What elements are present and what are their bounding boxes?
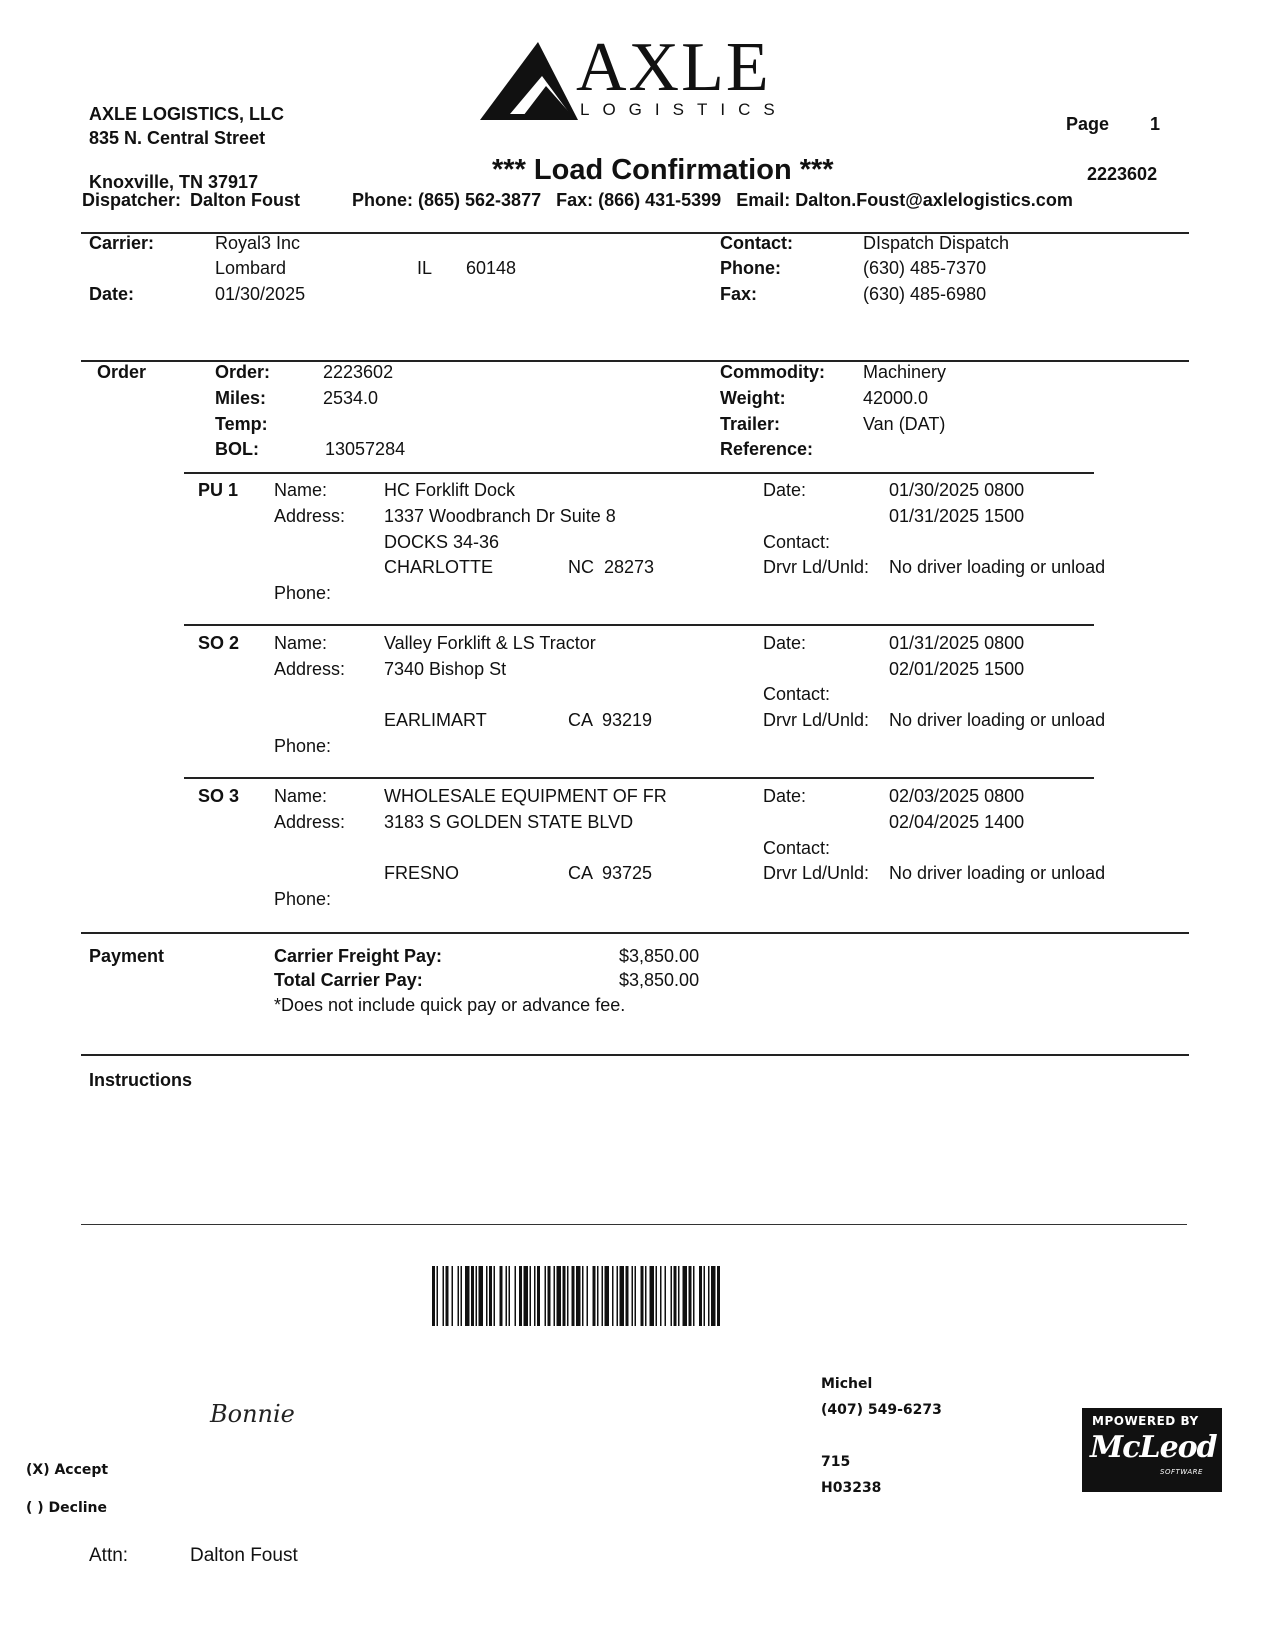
barcode-bar [479,1266,484,1326]
bol-label: BOL: [215,439,259,459]
weight-label: Weight: [720,388,786,408]
axle-logo-sub: LOGISTICS [580,100,788,119]
temp-label: Temp: [215,414,268,434]
order-section-label: Order [97,362,147,382]
stop-state-zip: CA 93725 [568,863,653,883]
commodity-value: Machinery [863,362,947,382]
barcode-bar [572,1266,575,1326]
barcode-bar [557,1266,562,1326]
stop-divider [184,624,1094,626]
stop-date1: 01/30/2025 0800 [889,480,1025,500]
contact-label: Contact: [720,233,793,253]
mcleod-logo [1082,1408,1222,1492]
commodity-label: Commodity: [720,362,825,382]
barcode-bar [486,1266,488,1326]
order-number: 2223602 [323,362,394,382]
signer-phone: (407) 549-6273 [821,1402,942,1418]
carrier-date: 01/30/2025 [215,284,306,304]
barcode-bar [587,1266,589,1326]
barcode-bar [635,1266,637,1326]
stop-name-label: Name: [274,633,328,653]
stop-city: CHARLOTTE [384,557,494,577]
phone-label: Phone: [720,258,781,278]
date-label: Date: [89,284,135,304]
axle-logo-word: AXLE [576,29,771,106]
barcode-graphic [432,1266,864,1326]
stop-city: EARLIMART [384,710,487,730]
barcode-bar [605,1266,610,1326]
barcode-bar [515,1266,517,1326]
stop-date1: 02/03/2025 0800 [889,786,1025,806]
mcleod-sub: SOFTWARE [1160,1468,1203,1476]
stop-drvr-label: Drvr Ld/Unld: [763,557,870,577]
company-name: AXLE LOGISTICS, LLC [89,104,285,124]
barcode-bar [582,1266,584,1326]
freight-pay-value: $3,850.00 [619,946,700,966]
stop-name-label: Name: [274,786,328,806]
barcode-bar [641,1266,644,1326]
barcode-bar [704,1266,706,1326]
carrier-zip: 60148 [466,258,517,278]
stop-name-label: Name: [274,480,328,500]
barcode-bar [506,1266,508,1326]
payment-note: *Does not include quick pay or advance fee. [274,995,626,1015]
page-label: Page [1066,114,1110,134]
stop-address1: 7340 Bishop St [384,659,507,679]
stop-drvr: No driver loading or unload [889,710,1106,730]
dispatcher-label: Dispatcher: [82,190,182,210]
barcode-bar [717,1266,720,1326]
barcode-bar [443,1266,445,1326]
barcode-bar [471,1266,474,1326]
total-pay-value: $3,850.00 [619,970,700,990]
barcode-bar [660,1266,662,1326]
barcode-bar [500,1266,503,1326]
attn-label: Attn: [89,1545,129,1566]
company-street: 835 N. Central Street [89,128,266,148]
barcode-bar [548,1266,551,1326]
stop-date2: 02/01/2025 1500 [889,659,1025,679]
miles-label: Miles: [215,388,267,408]
barcode-bar [602,1266,604,1326]
carrier-name: Royal3 Inc [215,233,301,253]
barcode-bar [711,1266,716,1326]
carrier-fax: (630) 485-6980 [863,284,987,304]
barcode-bar [645,1266,647,1326]
barcode [432,1266,864,1326]
stop-address2: DOCKS 34-36 [384,532,500,552]
mcleod-brand: McLeod [1090,1430,1217,1465]
barcode-bar [567,1266,569,1326]
barcode-bar [620,1266,625,1326]
mcleod-top: MPOWERED BY [1092,1414,1199,1428]
stop-date-label: Date: [763,480,807,500]
stop-tag: SO 2 [198,633,240,653]
stop-address1: 1337 Woodbranch Dr Suite 8 [384,506,616,526]
stop-date-label: Date: [763,633,807,653]
decline-option[interactable]: ( ) Decline [26,1500,108,1516]
stop-address1: 3183 S GOLDEN STATE BLVD [384,812,634,832]
signer-code: H03238 [821,1480,882,1496]
carrier-label: Carrier: [89,233,155,253]
barcode-bar [665,1266,667,1326]
barcode-bar [446,1266,449,1326]
barcode-bar [452,1266,454,1326]
carrier-phone: (630) 485-7370 [863,258,987,278]
barcode-bar [519,1266,522,1326]
bol-value: 13057284 [325,439,406,459]
load-number: 2223602 [1087,164,1158,184]
stop-drvr: No driver loading or unload [889,557,1106,577]
weight-value: 42000.0 [863,388,929,408]
freight-pay-label: Carrier Freight Pay: [274,946,443,966]
barcode-bar [576,1266,581,1326]
carrier-state: IL [417,258,433,278]
stop-address-label: Address: [274,659,346,679]
barcode-bar [545,1266,547,1326]
stop-contact-label: Contact: [763,684,831,704]
instructions-label: Instructions [89,1070,193,1090]
carrier-contact: DIspatch Dispatch [863,233,1010,253]
trailer-label: Trailer: [720,414,781,434]
barcode-bar [537,1266,540,1326]
page-number: 1 [1150,114,1161,134]
stop-divider [184,777,1094,779]
barcode-bar [461,1266,463,1326]
barcode-bar [494,1266,496,1326]
stop-city: FRESNO [384,863,460,883]
barcode-bar [612,1266,614,1326]
stop-phone-label: Phone: [274,889,332,909]
stop-name: HC Forklift Dock [384,480,516,500]
stop-address-label: Address: [274,812,346,832]
barcode-bar [626,1266,629,1326]
barcode-bar [671,1266,673,1326]
stop-phone-label: Phone: [274,736,332,756]
stop-tag: PU 1 [198,480,239,500]
signature-bonnie: Bonnie [210,1400,295,1428]
stop-date2: 02/04/2025 1400 [889,812,1025,832]
barcode-bar [674,1266,677,1326]
carrier-city: Lombard [215,258,287,278]
stop-state-zip: CA 93219 [568,710,653,730]
stop-drvr-label: Drvr Ld/Unld: [763,710,870,730]
dispatcher-name: Dalton Foust [190,190,300,210]
barcode-bar [593,1266,596,1326]
barcode-bar [534,1266,536,1326]
barcode-bar [530,1266,532,1326]
stop-tag: SO 3 [198,786,240,806]
barcode-bar [617,1266,619,1326]
stop-name: Valley Forklift & LS Tractor [384,633,596,653]
stop-drvr: No driver loading or unload [889,863,1106,883]
stop-phone-label: Phone: [274,583,332,603]
divider [81,1224,1187,1225]
stop-date2: 01/31/2025 1500 [889,506,1025,526]
barcode-bar [489,1266,492,1326]
barcode-bar [563,1266,566,1326]
barcode-bar [554,1266,556,1326]
barcode-bar [476,1266,478,1326]
barcode-bar [465,1266,470,1326]
axle-logo [480,29,788,126]
payment-label: Payment [89,946,165,966]
company-city: Knoxville, TN 37917 [89,172,259,192]
barcode-bar [708,1266,710,1326]
trailer-value: Van (DAT) [863,414,946,434]
stop-name: WHOLESALE EQUIPMENT OF FR [384,786,667,806]
barcode-bar [678,1266,680,1326]
signer-name: Michel [821,1376,873,1392]
barcode-bar [650,1266,655,1326]
barcode-bar [683,1266,688,1326]
barcode-bar [632,1266,634,1326]
barcode-bar [693,1266,695,1326]
stop-address-label: Address: [274,506,346,526]
reference-label: Reference: [720,439,814,459]
barcode-bar [509,1266,511,1326]
stop-date-label: Date: [763,786,807,806]
stop-contact-label: Contact: [763,838,831,858]
attn-name: Dalton Foust [190,1545,298,1566]
stop-date1: 01/31/2025 0800 [889,633,1025,653]
barcode-bar [656,1266,658,1326]
barcode-bar [524,1266,529,1326]
stop-divider [184,472,1094,474]
barcode-bar [699,1266,702,1326]
stop-contact-label: Contact: [763,532,831,552]
barcode-bar [458,1266,460,1326]
accept-option[interactable]: (X) Accept [26,1462,109,1478]
dispatcher-contact: Phone: (865) 562-3877 Fax: (866) 431-5399 Email: Dalton.Foust@axlelogistics.com [352,190,1073,210]
barcode-bar [689,1266,692,1326]
divider [81,932,1189,934]
stop-drvr-label: Drvr Ld/Unld: [763,863,870,883]
barcode-bar [437,1266,439,1326]
barcode-bar [432,1266,435,1326]
divider [81,1054,1189,1056]
fax-label: Fax: [720,284,758,304]
order-label: Order: [215,362,271,382]
page-title: *** Load Confirmation *** [492,154,834,186]
barcode-bar [597,1266,599,1326]
signer-number: 715 [821,1454,851,1470]
total-pay-label: Total Carrier Pay: [274,970,423,990]
miles-value: 2534.0 [323,388,379,408]
stop-state-zip: NC 28273 [568,557,655,577]
